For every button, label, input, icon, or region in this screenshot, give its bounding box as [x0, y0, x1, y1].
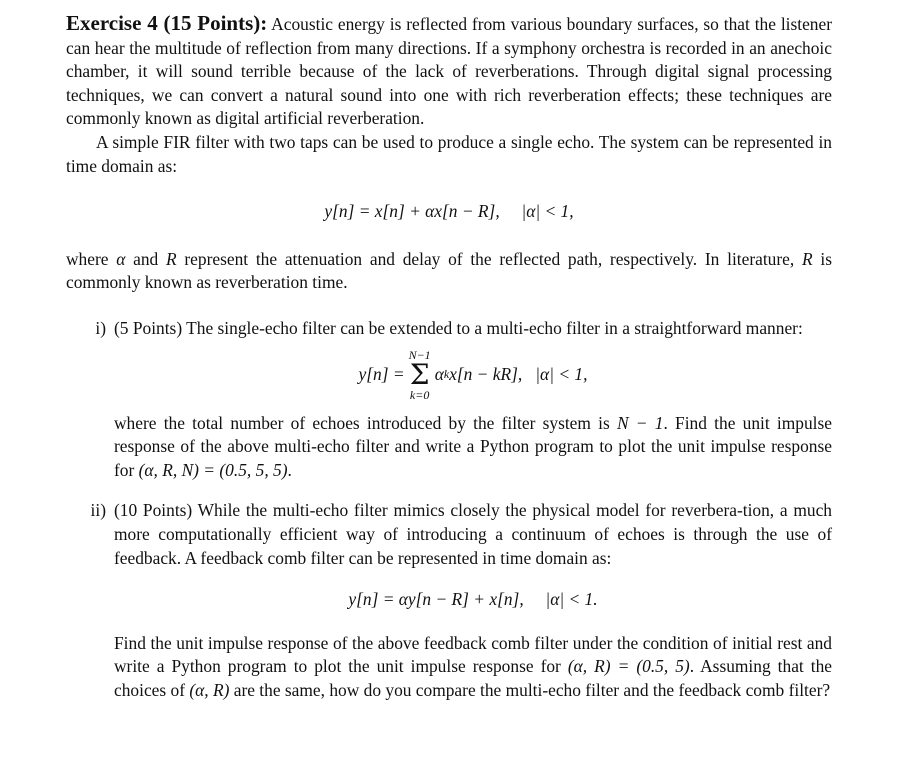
eq2-lhs: y[n] = [358, 363, 405, 384]
sum-upper-limit: N−1 [408, 347, 431, 362]
eq3-lhs: y[n] [348, 589, 379, 610]
part-i-intro: (5 Points) The single-echo filter can be extended to a multi-echo filter in a straightforward manner: [114, 317, 803, 338]
intro-text: Acoustic energy is reflected from various boundary surfaces, so that the listener can hear the multitude of reflection from many directions. If a symphony orchestra is recorded in an anechoic chamber, it will sound terrible because of the lack of reverberations. Through digital signal processing techniques, we can convert a natural sound into one with rich reverberation effects; these techniques are commonly known as digital artificial reverberation. [66, 14, 833, 129]
part-ii-tuple: (α, R) = (0.5, 5) [567, 656, 690, 677]
part-ii-tuple2: (α, R) [189, 679, 230, 700]
sum-lower-limit: k=0 [409, 387, 430, 402]
eq2-term-rest: x[n − kR], [449, 363, 523, 384]
where-and: and [133, 248, 159, 269]
eq3-rhs: = αy[n − R] + x[n], [382, 589, 524, 610]
part-ii [66, 499, 832, 702]
parts-list [66, 317, 832, 703]
part-i [66, 317, 832, 482]
part-i-N: N − 1 [616, 412, 664, 433]
eq2-term-base: α [434, 363, 444, 384]
exercise-title: Exercise 4 (15 Points): [66, 11, 268, 35]
part-i-label: i) [95, 317, 106, 338]
eq1-rhs: = x[n] + αx[n − R], [358, 201, 500, 222]
exercise-document [66, 12, 832, 702]
eq1-lhs: y[n] [324, 201, 355, 222]
part-ii-text [114, 632, 832, 703]
eq1-condition: |α| < 1, [521, 201, 574, 222]
eq3-condition: |α| < 1. [545, 589, 598, 610]
part-i-text [114, 412, 832, 483]
where-pre: where [66, 248, 109, 269]
part-i-text-post: . Find the unit impulse response of the above multi-echo filter and write a Python program to plot the unit impulse response for [114, 412, 832, 480]
part-ii-text-pre: Find the unit impulse response of the above feedback comb filter under the condition of initial rest and write a Python program to plot the unit impulse response for [114, 632, 832, 677]
where-R2: R [801, 248, 813, 269]
where-paragraph [66, 248, 832, 295]
sigma-symbol: Σ [409, 357, 430, 391]
part-ii-text-mid: . Assuming that the choices of [114, 656, 833, 700]
multi-echo-equation [114, 344, 832, 406]
part-i-text-end: . [287, 459, 292, 480]
part-i-text-pre: where the total number of echoes introduced by the filter system is [114, 412, 610, 433]
eq2-term-exp: k [443, 366, 450, 381]
part-ii-label: ii) [90, 500, 106, 521]
feedback-comb-equation [114, 588, 832, 612]
summation [409, 349, 431, 401]
where-post: is commonly known as reverberation time. [66, 248, 832, 293]
single-echo-equation [66, 200, 832, 224]
part-ii-text-post: are the same, how do you compare the multi-echo filter and the feedback comb filter? [233, 679, 831, 700]
intro-paragraph [66, 12, 832, 131]
part-ii-intro: (10 Points) While the multi-echo filter mimics closely the physical model for reverbera-tion, a much more computationally efficient way of introducing a continuum of echoes is through the use of feedback. A feedback comb filter can be represented in time domain as: [114, 500, 832, 568]
eq2-condition: |α| < 1, [535, 363, 588, 384]
fir-paragraph: A simple FIR filter with two taps can be used to produce a single echo. The system can be represented in time domain as: [66, 131, 832, 176]
where-R: R [166, 248, 177, 269]
where-mid: represent the attenuation and delay of the reflected path, respectively. In literature, [184, 248, 795, 269]
part-i-tuple: (α, R, N) = (0.5, 5, 5) [138, 459, 288, 480]
where-alpha: α [116, 248, 126, 269]
